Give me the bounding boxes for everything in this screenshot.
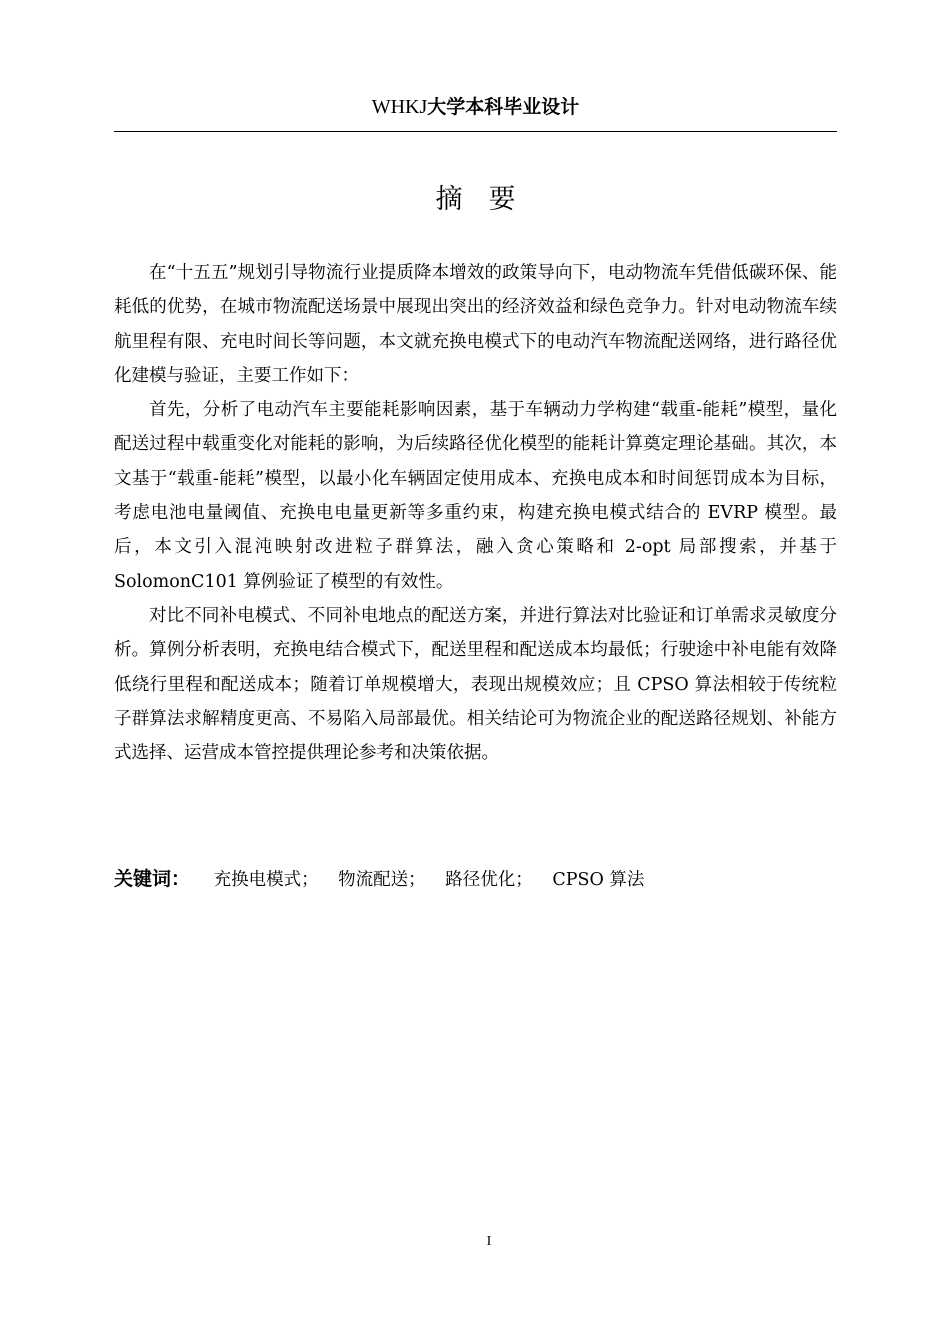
keyword-item: CPSO 算法 (552, 870, 645, 890)
running-header (114, 93, 837, 121)
keyword-item: 物流配送； (338, 870, 426, 890)
keywords-line (114, 862, 837, 897)
abstract-paragraph: 首先，分析了电动汽车主要能耗影响因素，基于车辆动力学构建“载重-能耗”模型，量化配送过程中载重变化对能耗的影响，为后续路径优化模型的能耗计算奠定理论基础。其次，本文基于“载重-能耗”模型，以最小化车辆固定使用成本、充换电成本和时间惩罚成本为目标，考虑电池电量阈值、充换电电量更新等多重约束，构建充换电模式结合的 EVRP 模型。最后，本文引入混沌映射改进粒子群算法，融入贪心策略和 2-opt 局部搜索，并基于 SolomonC101 算例验证了模型的有效性。 (114, 400, 837, 592)
header-latin: WHKJ (371, 96, 428, 118)
page-number: I (486, 1234, 492, 1249)
abstract-paragraph: 对比不同补电模式、不同补电地点的配送方案，并进行算法对比验证和订单需求灵敏度分析。算例分析表明，充换电结合模式下，配送里程和配送成本均最低；行驶途中补电能有效降低绕行里程和配送成本；随着订单规模增大，表现出规模效应；且 CPSO 算法相较于传统粒子群算法求解精度更高、不易陷入局部最优。相关结论可为物流企业的配送路径规划、补能方式选择、运营成本管控提供理论参考和决策依据。 (114, 605, 837, 764)
keyword-item: 路径优化； (445, 870, 533, 890)
page-title: 摘要 (435, 184, 542, 215)
keyword-item: 充换电模式； (213, 870, 319, 890)
keywords-label: 关键词： (114, 868, 191, 890)
abstract-body (114, 256, 837, 770)
abstract-paragraph: 在“十五五”规划引导物流行业提质降本增效的政策导向下，电动物流车凭借低碳环保、能耗低的优势，在城市物流配送场景中展现出突出的经济效益和绿色竞争力。针对电动物流车续航里程有限、充电时间长等问题，本文就充换电模式下的电动汽车物流配送网络，进行路径优化建模与验证，主要工作如下： (114, 263, 837, 386)
header-university-title: 大学本科毕业设计 (427, 96, 580, 118)
header-rule (114, 131, 837, 132)
